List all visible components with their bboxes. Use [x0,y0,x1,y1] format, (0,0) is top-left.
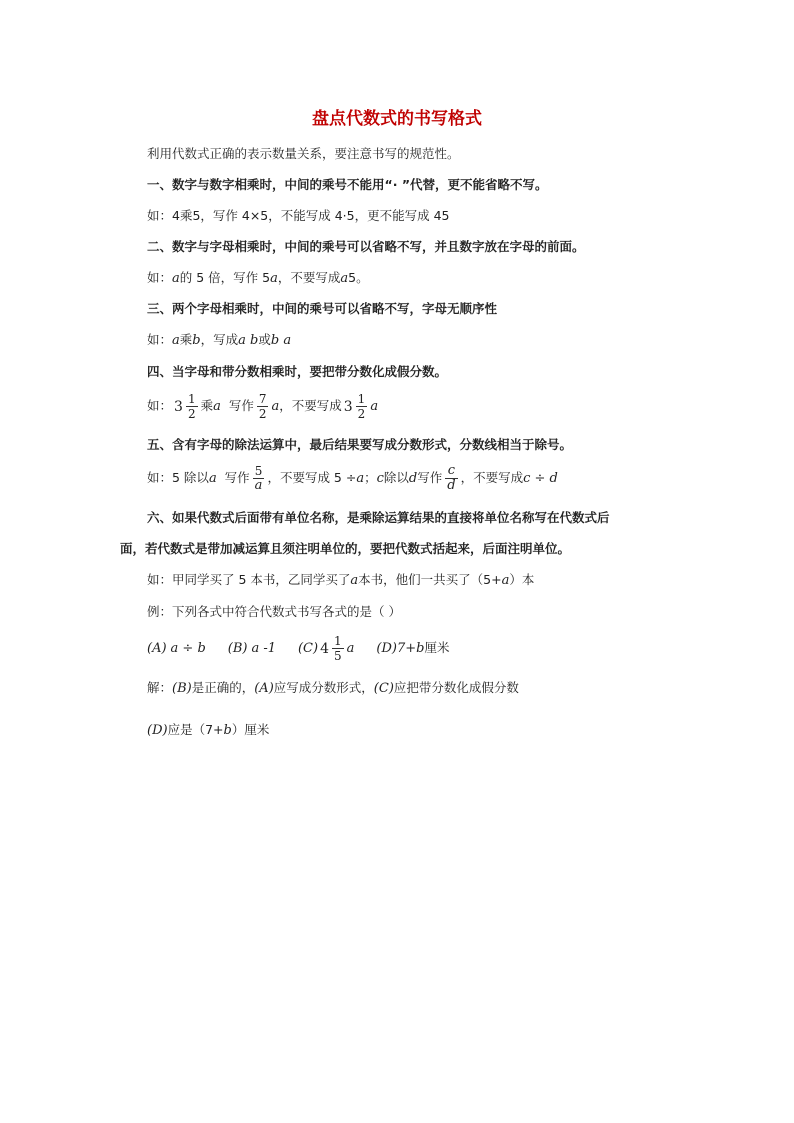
ex5-text: 除以 [383,470,409,485]
option-ref: (D) [147,723,168,738]
var-a: a [501,573,510,588]
rule-4: 四、当字母和带分数相乘时，要把带分数化成假分数。 [147,364,448,379]
var-a: a [346,641,355,656]
var-a: a [172,271,180,286]
ex6-text: ）本 [509,572,535,587]
ex5-text: ，不要写成 [460,470,524,485]
rule-6-line-2: 面，若代数式是带加减运算且须注明单位的，要把代数式括起来，后面注明单位。 [120,541,571,556]
var-a: a [208,471,217,486]
solution-text: ）厘米 [231,722,270,737]
option-d-unit: 厘米 [424,640,450,655]
ex3-prefix: 如： [147,332,173,347]
var-b: b [192,333,201,348]
solution-text: 是正确的， [191,680,255,695]
ex5-text: 写作 [224,470,250,485]
ex2-text: ，不要写成 [277,270,341,285]
solution-text: 应是（7+ [167,722,224,737]
rule-3: 三、两个字母相乘时，中间的乘号可以省略不写，字母无顺序性 [147,301,498,316]
var-a: a [271,399,280,414]
ex5-text: 如：5 除以 [147,470,209,485]
intro-text: 利用代数式正确的表示数量关系，要注意书写的规范性。 [147,146,460,161]
var-a: a [350,573,359,588]
option-d-expr: 7+b [396,641,425,656]
var-a: a [172,333,180,348]
ex6-text: 本书，他们一共买了（5+ [358,572,502,587]
option-c-label: (C) [297,641,319,656]
rule-1: 一、数字与数字相乘时，中间的乘号不能用“· ”代替，更不能省略不写。 [147,177,548,192]
option-b-label: (B) [227,641,248,656]
ex5-text: 写作 [417,470,443,485]
var-c-div-d: c ÷ d [523,471,558,486]
ex4-prefix: 如： [147,398,173,413]
ex5-text: ； [364,470,377,485]
ex3-text: 乘 [179,332,193,347]
ex5-text: ，不要写成 5 ÷ [267,470,357,485]
mixed-whole: 3 [174,398,183,415]
var-a: a [370,399,379,414]
option-a-label: (A) [147,641,167,656]
var-a: a [356,471,365,486]
ex3-text: ，写成 [200,332,239,347]
option-d-label: (D) [376,641,397,656]
option-a-expr: a ÷ b [170,641,206,656]
var-ab: a b [238,333,259,348]
rule-2: 二、数字与字母相乘时，中间的乘号可以省略不写，并且数字放在字母的前面。 [147,239,585,254]
option-b-expr: a -1 [251,641,276,656]
solution-text: 应把带分数化成假分数 [393,680,519,695]
ex6-text: 如：甲同学买了 5 本书，乙同学买了 [147,572,351,587]
solution-line-2 [147,721,269,740]
example-5 [147,464,558,493]
var-b: b [223,723,232,738]
example-2 [147,269,369,288]
fraction: $\frac{1}{2}$ [187,392,196,421]
ex4-text: 写作 [228,398,254,413]
var-ba: b a [270,333,292,348]
solution-line-1 [147,679,519,698]
example-1: 如：4乘5，写作 4×5，不能写成 4·5，更不能写成 45 [147,208,450,223]
answer-options [147,634,449,663]
rule-6-line-1: 六、如果代数式后面带有单位名称，是乘除运算结果的直接将单位名称写在代数式后 [147,510,610,525]
document-title: 盘点代数式的书写格式 [312,109,482,129]
var-a: a [340,271,349,286]
example-3 [147,331,291,350]
var-a: a [270,271,278,286]
example-question: 例：下列各式中符合代数式书写各式的是（ ） [147,604,401,619]
option-ref: (B) [172,681,192,696]
solution-prefix: 解： [147,680,173,695]
ex4-text: ，不要写成 [279,398,342,413]
fraction: $\frac{7}{2}$ [258,392,267,421]
ex2-text: 的 5 倍，写作 5 [179,270,271,285]
fraction: $\frac{5}{a}$ [254,464,263,493]
var-c: c [376,471,384,486]
fraction: $\frac{1}{2}$ [357,392,366,421]
example-4 [147,392,378,421]
var-a: a [213,399,221,414]
mixed-whole: 3 [343,398,353,415]
option-ref: (A) [254,681,274,696]
ex2-prefix: 如： [147,270,173,285]
rule-5: 五、含有字母的除法运算中，最后结果要写成分数形式，分数线相当于除号。 [147,437,573,452]
option-ref: (C) [373,681,394,696]
fraction: $\frac{1}{5}$ [333,634,342,663]
ex3-text: 或 [258,332,271,347]
solution-text: 应写成分数形式， [273,680,374,695]
fraction: $\frac{c}{d}$ [447,463,456,493]
ex2-text: 5。 [348,270,369,285]
example-6 [147,571,534,590]
mixed-whole: 4 [320,640,329,657]
ex4-text: 乘 [200,398,214,413]
var-d: d [408,471,418,486]
